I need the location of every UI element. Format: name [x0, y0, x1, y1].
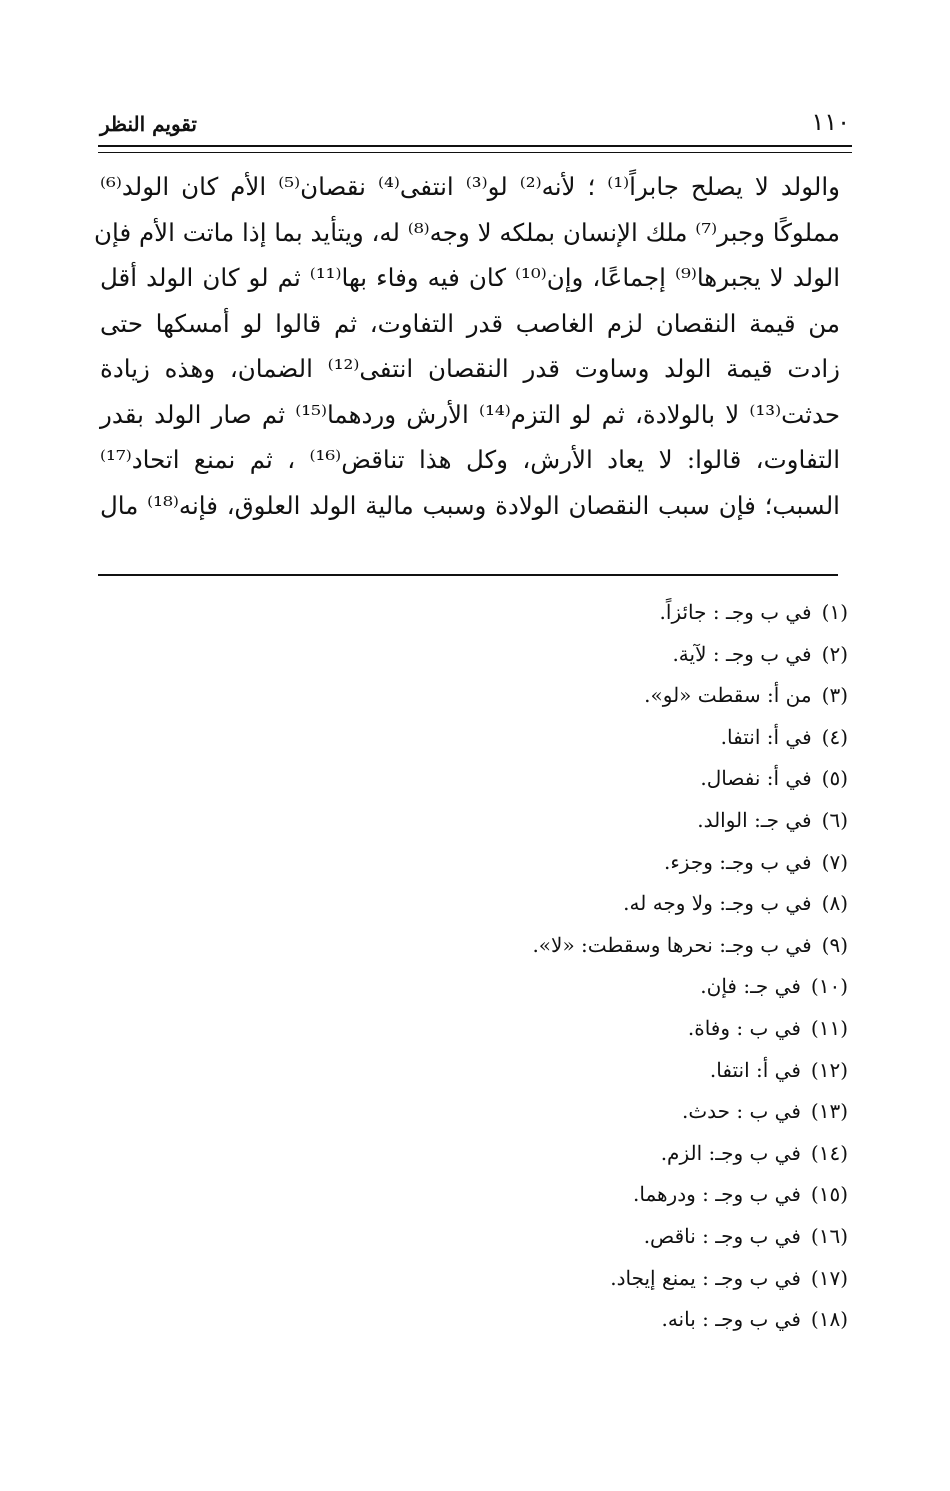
page-header: [100, 106, 850, 142]
footnote-text: في جـ: فإن.: [700, 974, 801, 999]
footnote-item: [100, 966, 848, 1008]
footnote-number: (٦): [821, 807, 848, 832]
footnote-number: (٩): [821, 932, 848, 957]
text-line: زادت قيمة الولد وساوت قدر النقصان انتفى⁽¹²⁾ الضمان، وهذه زيادة: [100, 354, 840, 383]
footnote-item: [100, 1091, 848, 1133]
text-line: مملوكًا وجبر⁽⁷⁾ ملك الإنسان بملكه لا وجه⁽⁸⁾ له، ويتأيد بما إذا ماتت الأم فإن: [94, 217, 840, 247]
footnote-item: [100, 1174, 848, 1216]
footnote-text: في ب وجـ : ودرهما.: [633, 1182, 801, 1207]
footnote-number: (١): [821, 600, 848, 624]
footnote-item: [100, 592, 848, 634]
footnote-item: [100, 1050, 848, 1092]
footnote-text: في ب وجـ: وجزء.: [664, 849, 812, 874]
footnote-number: (٧): [821, 849, 848, 874]
text-line: حدثت⁽¹³⁾ لا بالولادة، ثم لو التزم⁽¹⁴⁾ الأرش وردهما⁽¹⁵⁾ ثم صار الولد بقدر: [100, 399, 841, 429]
footnote-text: في ب وجـ: نحرها وسقطت: «لا».: [532, 932, 812, 957]
footnote-number: (١٦): [810, 1223, 848, 1248]
footnote-number: (١٣): [810, 1099, 848, 1124]
footnote-text: من أ: سقطت «لو».: [644, 683, 812, 708]
footnote-number: (١٠): [810, 974, 848, 999]
footnote-item: [100, 675, 848, 717]
footnote-text: في ب وجـ : جائزاً.: [659, 600, 812, 624]
footnote-list: [100, 592, 848, 1341]
footnote-item: [100, 1299, 848, 1341]
page-number: ١١٠: [811, 108, 850, 136]
footnote-text: في ب : وفاة.: [687, 1015, 801, 1040]
footnote-text: في ب وجـ : ناقص.: [643, 1223, 801, 1248]
main-text-block: [94, 164, 841, 528]
header-rule-thin: [98, 152, 852, 153]
footnote-separator: [98, 574, 838, 576]
footnote-item: [100, 800, 848, 842]
footnote-item: [100, 1216, 848, 1258]
text-line: الولد لا يجبرها⁽⁹⁾ إجماعًا، وإن⁽¹⁰⁾ كان فيه وفاء بها⁽¹¹⁾ ثم لو كان الولد أقل: [100, 263, 841, 292]
footnote-text: في ب وجـ : بانه.: [661, 1307, 801, 1332]
running-title: تقويم النظر: [100, 112, 197, 136]
text-line: السبب؛ فإن سبب النقصان الولادة وسبب مالية الولد العلوق، فإنه⁽¹⁸⁾ مال: [100, 490, 840, 520]
footnote-text: في أ: نفصال.: [700, 766, 812, 791]
footnote-number: (٢): [821, 641, 848, 666]
footnote-item: [100, 1133, 848, 1175]
footnote-item: [100, 925, 848, 967]
footnote-number: (٤): [821, 724, 848, 749]
footnote-item: [100, 842, 848, 884]
footnote-number: (٥): [821, 766, 848, 791]
footnote-number: (١٥): [810, 1182, 848, 1207]
footnote-item: [100, 717, 848, 759]
header-rule-thick: [98, 145, 852, 147]
footnote-number: (١١): [810, 1015, 848, 1040]
footnote-item: [100, 758, 848, 800]
footnote-item: [100, 634, 848, 676]
footnote-item: [100, 883, 848, 925]
footnote-text: في ب وجـ: الزم.: [660, 1140, 801, 1165]
text-line: والولد لا يصلح جابراً⁽¹⁾ ؛ لأنه⁽²⁾ لو⁽³⁾ انتفى⁽⁴⁾ نقصان⁽⁵⁾ الأم كان الولد⁽⁶⁾: [100, 172, 840, 201]
footnote-item: [100, 1008, 848, 1050]
footnote-number: (١٧): [810, 1265, 848, 1290]
footnote-text: في ب وجـ : يمنع إيجاد.: [610, 1265, 801, 1290]
footnote-text: في ب وجـ : لآية.: [672, 641, 812, 666]
footnote-text: في ب : حدث.: [681, 1099, 801, 1124]
footnote-text: في جـ: الوالد.: [697, 807, 812, 832]
text-line: من قيمة النقصان لزم الغاصب قدر التفاوت، ثم قالوا لو أمسكها حتى: [100, 308, 840, 338]
footnote-number: (١٤): [810, 1140, 848, 1165]
text-line: التفاوت، قالوا: لا يعاد الأرش، وكل هذا تناقض⁽¹⁶⁾ ، ثم نمنع اتحاد⁽¹⁷⁾: [100, 445, 840, 474]
footnote-number: (٣): [821, 683, 848, 708]
footnote-text: في ب وجـ: ولا وجه له.: [623, 891, 812, 916]
footnote-item: [100, 1258, 848, 1300]
footnote-text: في أ: انتفا.: [720, 724, 812, 749]
footnote-number: (٨): [821, 891, 848, 916]
footnote-text: في أ: انتفا.: [709, 1057, 801, 1082]
footnote-number: (١٢): [810, 1057, 848, 1082]
footnote-number: (١٨): [810, 1307, 848, 1332]
